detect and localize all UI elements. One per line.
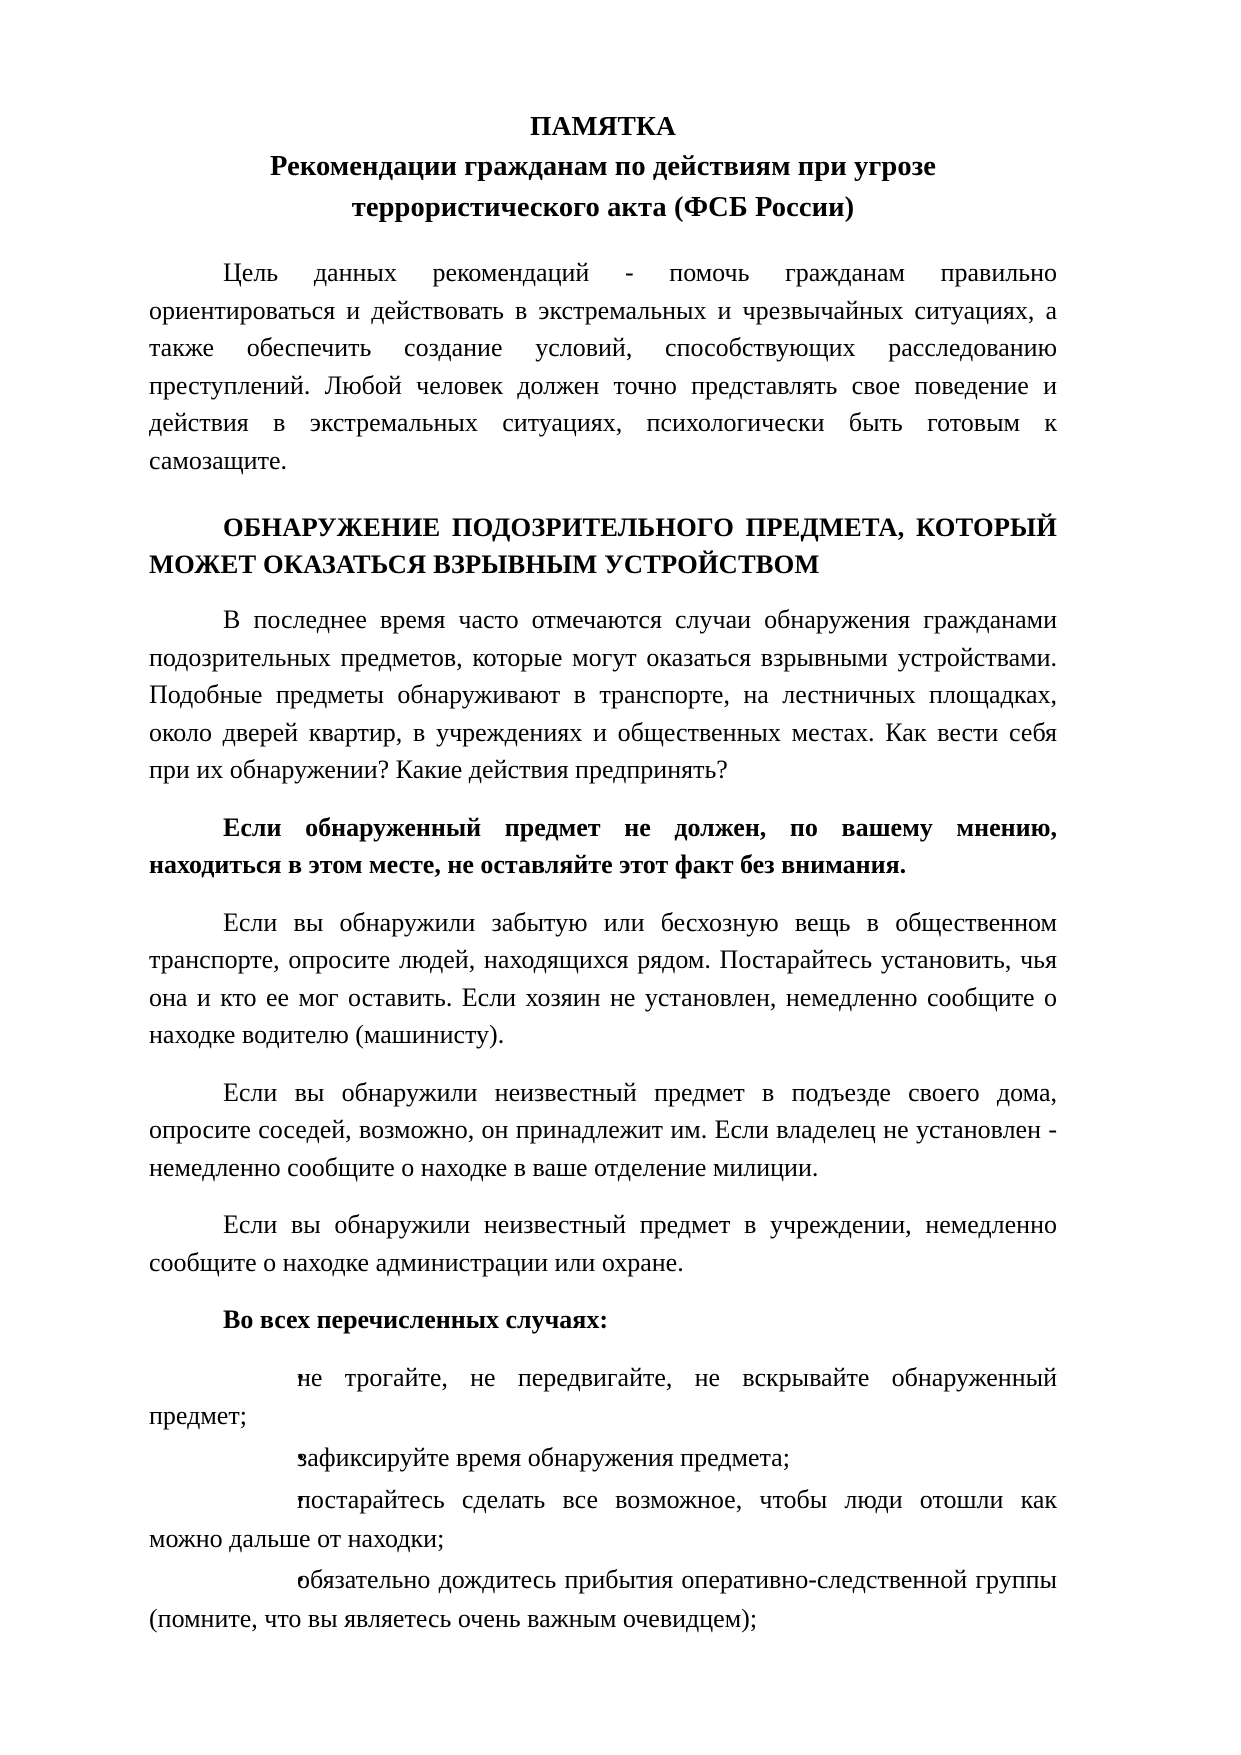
paragraph-bold-warning: Если обнаруженный предмет не должен, по вашему мнению, находиться в этом месте, не оставляйте этот факт без внимания. bbox=[149, 812, 1057, 879]
list-item-text: не трогайте, не передвигайте, не вскрывайте обнаруженный предмет; bbox=[149, 1362, 1057, 1430]
paragraph-building-entrance: Если вы обнаружили неизвестный предмет в подъезде своего дома, опросите соседей, возможно, он принадлежит им. Если владелец не установлен - немедленно сообщите о находке в ваше отделение милиции. bbox=[149, 1077, 1057, 1182]
list-item bbox=[149, 1561, 1057, 1637]
document-title-block bbox=[149, 105, 1057, 228]
paragraph-institution: Если вы обнаружили неизвестный предмет в учреждении, немедленно сообщите о находке администрации или охране. bbox=[149, 1210, 1057, 1277]
page-title-memo: ПАМЯТКА bbox=[530, 110, 676, 141]
list-heading-all-cases: Во всех перечисленных случаях: bbox=[223, 1305, 609, 1334]
list-item bbox=[149, 1359, 1057, 1435]
list-item-text: постарайтесь сделать все возможное, чтобы люди отошли как можно дальше от находки; bbox=[149, 1485, 1057, 1553]
bullet-icon bbox=[149, 1439, 297, 1478]
list-item-text: обязательно дождитесь прибытия оперативно-следственной группы (помните, что вы являетесь очень важным очевидцем); bbox=[149, 1565, 1057, 1633]
paragraph-public-transport: Если вы обнаружили забытую или бесхозную вещь в общественном транспорте, опросите людей, находящихся рядом. Постарайтесь установить, чья она и кто ее мог оставить. Если хозяин не установлен, немедленно сообщите о находке водителю (машинисту). bbox=[149, 907, 1057, 1049]
page-title-line-1: Рекомендации гражданам по действиям при угрозе bbox=[269, 151, 937, 182]
bullet-icon bbox=[149, 1359, 297, 1398]
paragraph-recent-cases: В последнее время часто отмечаются случаи обнаружения гражданами подозрительных предметов, которые могут оказаться взрывными устройствами. Подобные предметы обнаруживают в транспорте, на лестничных площадках, около дверей квартир, в учреждениях и общественных местах. Как вести себя при их обнаружении? Какие действия предпринять? bbox=[149, 605, 1057, 784]
list-item bbox=[149, 1439, 1057, 1478]
list-item bbox=[149, 1481, 1057, 1557]
section-heading-suspicious-object: ОБНАРУЖЕНИЕ ПОДОЗРИТЕЛЬНОГО ПРЕДМЕТА, КОТОРЫЙ МОЖЕТ ОКАЗАТЬСЯ ВЗРЫВНЫМ УСТРОЙСТВОМ bbox=[149, 512, 1057, 579]
page-title-line-2: террористического акта (ФСБ России) bbox=[351, 192, 855, 223]
document-body bbox=[149, 105, 1057, 1637]
intro-paragraph: Цель данных рекомендаций - помочь гражданам правильно ориентироваться и действовать в экстремальных и чрезвычайных ситуациях, а также обеспечить создание условий, способствующих расследованию преступлений. Любой человек должен точно представлять свое поведение и действия в экстремальных ситуациях, психологически быть готовым к самозащите. bbox=[149, 258, 1057, 475]
list-item-text: зафиксируйте время обнаружения предмета; bbox=[297, 1442, 790, 1472]
bullet-icon bbox=[149, 1561, 297, 1600]
instructions-bullet-list bbox=[149, 1359, 1057, 1638]
bullet-icon bbox=[149, 1481, 297, 1520]
